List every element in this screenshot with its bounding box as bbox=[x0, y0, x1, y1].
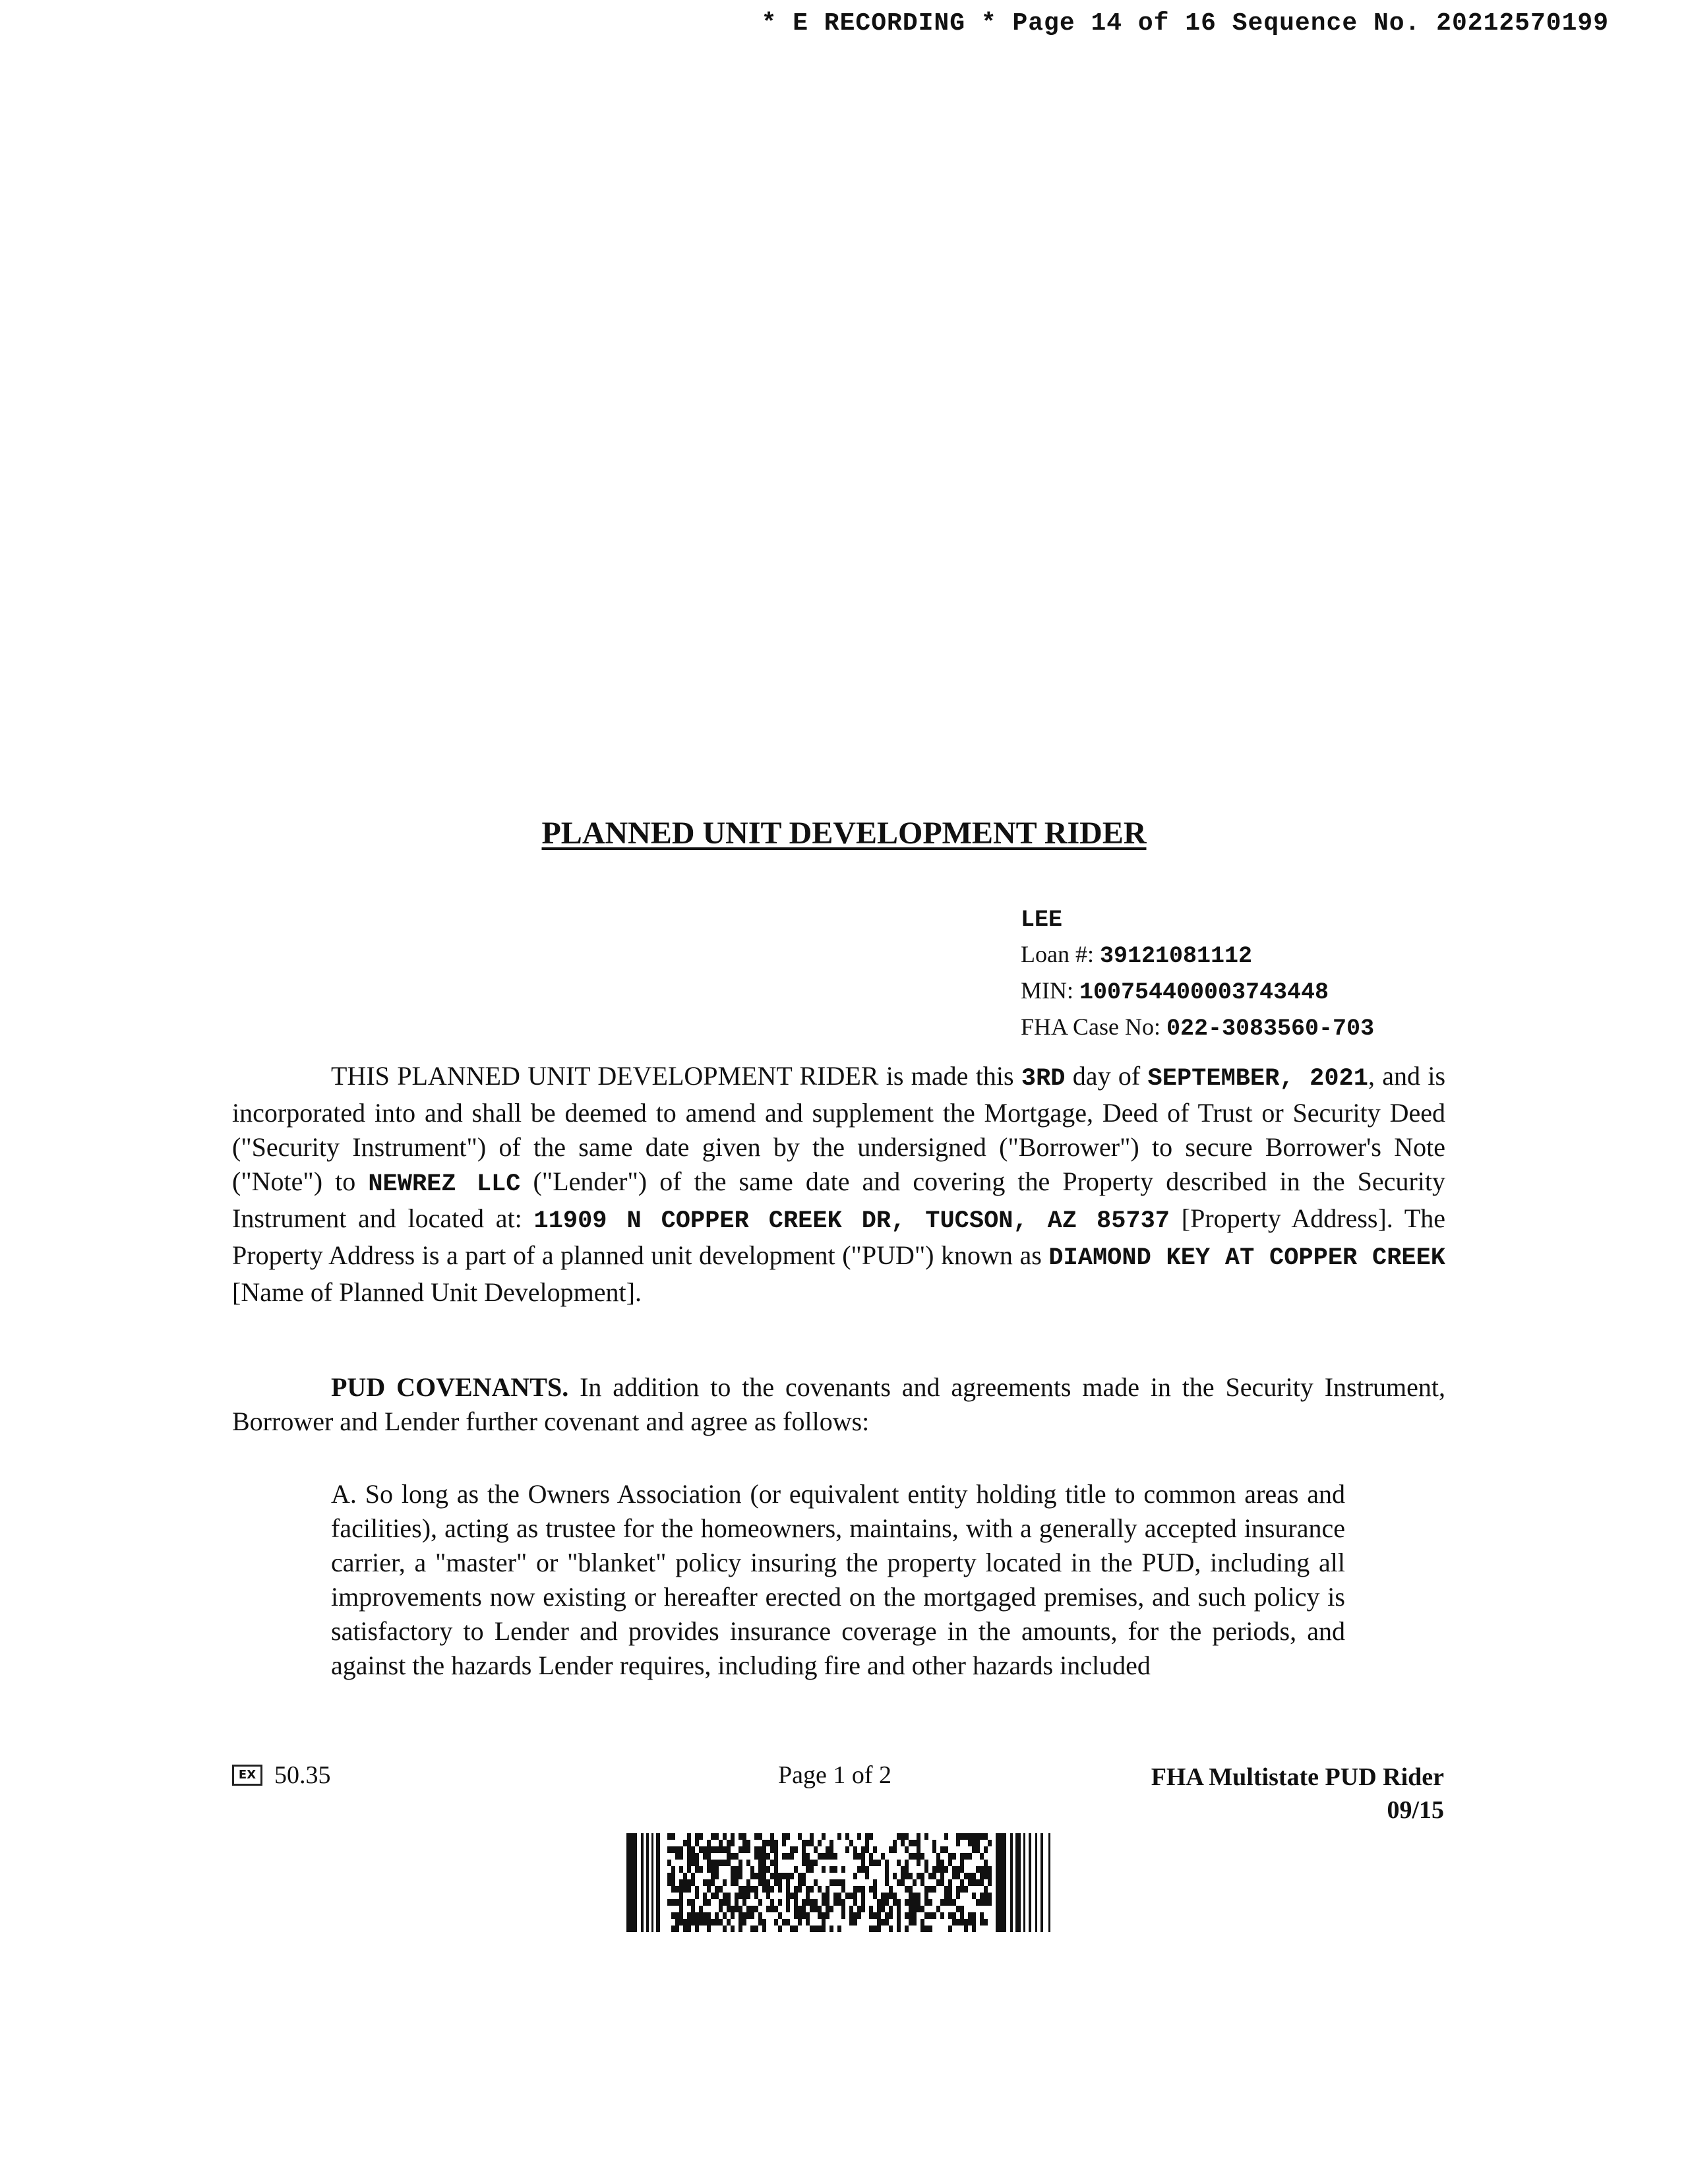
intro-text-4: ("Lender") of the same date and covering the Property described in the Security Instrument and located at: bbox=[232, 1167, 1445, 1233]
borrower-name: LEE bbox=[1021, 907, 1063, 933]
footer-page-number: Page 1 of 2 bbox=[778, 1761, 892, 1789]
property-address: 11909 N COPPER CREEK DR, TUCSON, AZ 85737 bbox=[533, 1207, 1170, 1235]
footer-form-name bbox=[1151, 1761, 1444, 1827]
pud-covenants-text: In addition to the covenants and agreements made in the Security Instrument, Borrower and Lender further covenant and agree as follows: bbox=[232, 1372, 1446, 1436]
pdf417-barcode bbox=[626, 1833, 1055, 1932]
intro-text-3: , and is incorporated into and shall be deemed to amend and supplement the Mortgage, Deed of Trust or Security Deed ("Security Instrument") of the same date given by the undersigned ("Borrower") to secure Borrower's Note ("Note") to bbox=[232, 1061, 1446, 1196]
fha-case-label: FHA Case No: bbox=[1021, 1014, 1167, 1040]
intro-paragraph bbox=[232, 1059, 1445, 1310]
form-icon: EX bbox=[232, 1765, 262, 1786]
intro-text-5: [Property Address]. The Property Address is a part of a planned unit development ("PUD") known as bbox=[232, 1203, 1445, 1270]
pud-name: DIAMOND KEY AT COPPER CREEK bbox=[1048, 1244, 1446, 1272]
min-label: MIN: bbox=[1021, 977, 1079, 1004]
pud-covenants-heading: PUD COVENANTS. bbox=[331, 1372, 569, 1402]
form-date: 09/15 bbox=[1387, 1796, 1444, 1824]
intro-text-6: [Name of Planned Unit Development]. bbox=[232, 1277, 642, 1307]
rider-day: 3RD bbox=[1021, 1065, 1066, 1093]
form-number: 50.35 bbox=[274, 1761, 331, 1789]
min-number: 100754400003743448 bbox=[1079, 979, 1329, 1006]
intro-text-1: THIS PLANNED UNIT DEVELOPMENT RIDER is made this bbox=[331, 1061, 1021, 1091]
form-name: FHA Multistate PUD Rider bbox=[1151, 1763, 1444, 1791]
pud-covenants-paragraph bbox=[232, 1370, 1445, 1439]
loan-number-label: Loan #: bbox=[1021, 941, 1100, 967]
intro-text-2: day of bbox=[1065, 1061, 1148, 1091]
recording-header: * E RECORDING * Page 14 of 16 Sequence No. 20212570199 bbox=[761, 9, 1609, 38]
section-a-paragraph: A. So long as the Owners Association (or equivalent entity holding title to common areas and facilities), acting as trustee for the homeowners, maintains, with a generally accepted insurance carrier, a "master" or "blanket" policy insuring the property located in the PUD, including all improvements now existing or hereafter erected on the mortgaged premises, and such policy is satisfactory to Lender and provides insurance coverage in the amounts, for the periods, and against the hazards Lender requires, including fire and other hazards included bbox=[331, 1479, 1345, 1680]
document-title: PLANNED UNIT DEVELOPMENT RIDER bbox=[541, 816, 1147, 851]
rider-month-year: SEPTEMBER, 2021 bbox=[1147, 1065, 1368, 1093]
footer-form-number bbox=[232, 1761, 331, 1790]
lender-name: NEWREZ LLC bbox=[368, 1170, 521, 1198]
fha-case-number: 022-3083560-703 bbox=[1166, 1016, 1375, 1042]
loan-info-block bbox=[1021, 901, 1374, 1046]
loan-number: 39121081112 bbox=[1099, 943, 1253, 969]
